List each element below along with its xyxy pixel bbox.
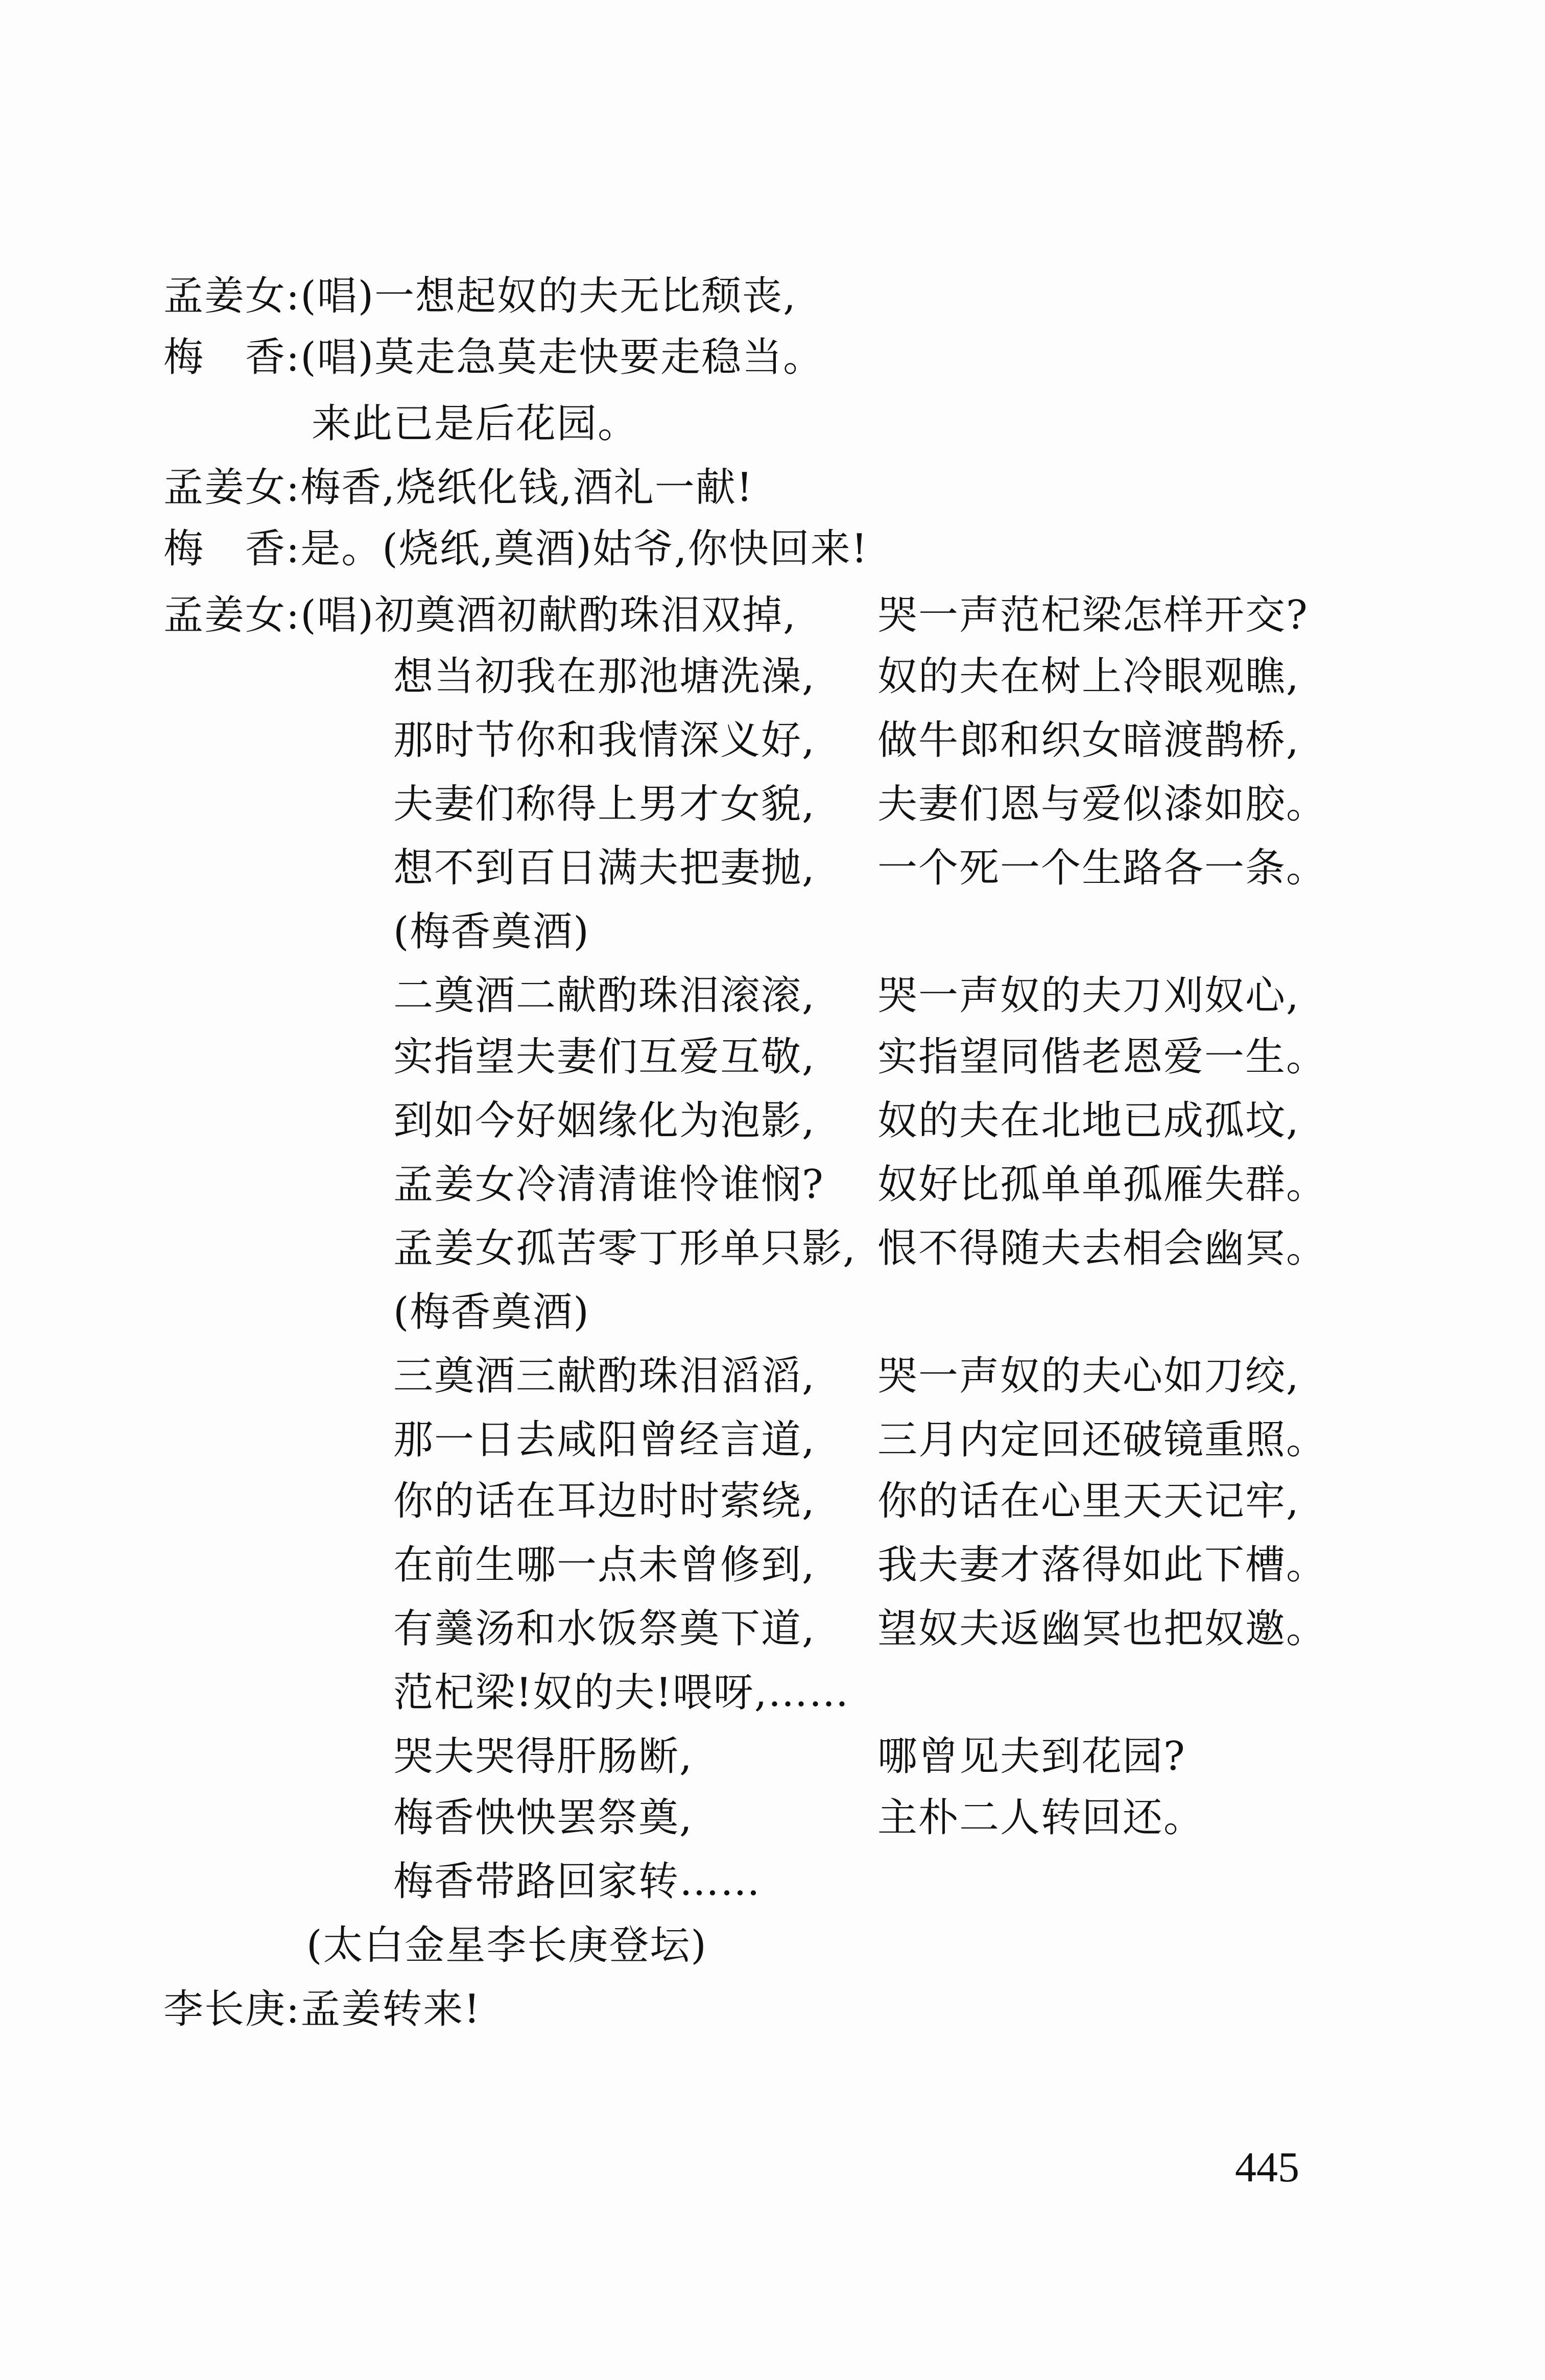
text-line: 哭夫哭得肝肠断, [393, 1734, 693, 1780]
text-line: 李长庚:孟姜转来! [163, 1986, 481, 2032]
text-line: 望奴夫返幽冥也把奴邀。 [877, 1606, 1327, 1652]
text-line: 三奠酒三献酌珠泪滔滔, [393, 1353, 816, 1399]
text-line: 范杞梁!奴的夫!喂呀,…… [393, 1670, 850, 1716]
text-line: 想当初我在那池塘洗澡, [393, 654, 816, 700]
text-line: 三月内定回还破镜重照。 [877, 1417, 1327, 1463]
text-line: 到如今好姻缘化为泡影, [393, 1098, 816, 1144]
text-line: 二奠酒二献酌珠泪滚滚, [393, 973, 816, 1019]
text-line: 在前生哪一点未曾修到, [393, 1542, 816, 1588]
text-line: 哭一声奴的夫心如刀绞, [877, 1353, 1300, 1399]
stage-direction: (梅香奠酒) [393, 1289, 590, 1335]
page-number: 445 [1235, 2144, 1299, 2191]
text-line: 孟姜女冷清清谁怜谁悯? [393, 1162, 824, 1208]
text-line: 奴的夫在北地已成孤坟, [877, 1098, 1300, 1144]
text-line: 那一日去咸阳曾经言道, [393, 1417, 816, 1463]
text-line: 有羹汤和水饭祭奠下道, [393, 1606, 816, 1652]
text-line: 我夫妻才落得如此下槽。 [877, 1542, 1327, 1588]
text-line: 那时节你和我情深义好, [393, 717, 816, 763]
text-line: 梅香带路回家转…… [393, 1859, 762, 1905]
text-line: 孟姜女:梅香,烧纸化钱,酒礼一献! [163, 465, 754, 511]
text-line: 你的话在耳边时时萦绕, [393, 1478, 816, 1524]
text-line: 孟姜女:(唱)一想起奴的夫无比颓丧, [163, 273, 797, 319]
text-line: 哭一声奴的夫刀刈奴心, [877, 973, 1300, 1019]
text-line: 哪曾见夫到花园? [877, 1734, 1186, 1780]
text-line: 你的话在心里天天记牢, [877, 1478, 1300, 1524]
stage-direction: (太白金星李长庚登坛) [306, 1922, 707, 1968]
text-line: 夫妻们称得上男才女貌, [393, 781, 816, 827]
text-line: 一个死一个生路各一条。 [877, 845, 1327, 891]
text-line: 夫妻们恩与爱似漆如胶。 [877, 781, 1327, 827]
text-line: 恨不得随夫去相会幽冥。 [877, 1225, 1327, 1271]
text-line: 孟姜女孤苦零丁形单只影, [393, 1225, 857, 1271]
text-line: 奴好比孤单单孤雁失群。 [877, 1162, 1327, 1208]
text-line: 哭一声范杞梁怎样开交? [877, 592, 1309, 638]
text-line: 孟姜女:(唱)初奠酒初献酌珠泪双掉, [163, 592, 797, 638]
text-line: 实指望同偕老恩爱一生。 [877, 1034, 1327, 1080]
text-line: 实指望夫妻们互爱互敬, [393, 1034, 816, 1080]
text-line: 梅 香:是。(烧纸,奠酒)姑爷,你快回来! [163, 526, 869, 572]
text-line: 做牛郎和织女暗渡鹊桥, [877, 717, 1300, 763]
text-line: 主朴二人转回还。 [877, 1795, 1205, 1841]
text-line: 奴的夫在树上冷眼观瞧, [877, 654, 1300, 700]
text-line: 来此已是后花园。 [312, 401, 639, 447]
text-line: 想不到百日满夫把妻抛, [393, 845, 816, 891]
stage-direction: (梅香奠酒) [393, 909, 590, 955]
text-line: 梅香怏怏罢祭奠, [393, 1795, 693, 1841]
text-line: 梅 香:(唱)莫走急莫走快要走稳当。 [163, 334, 824, 380]
